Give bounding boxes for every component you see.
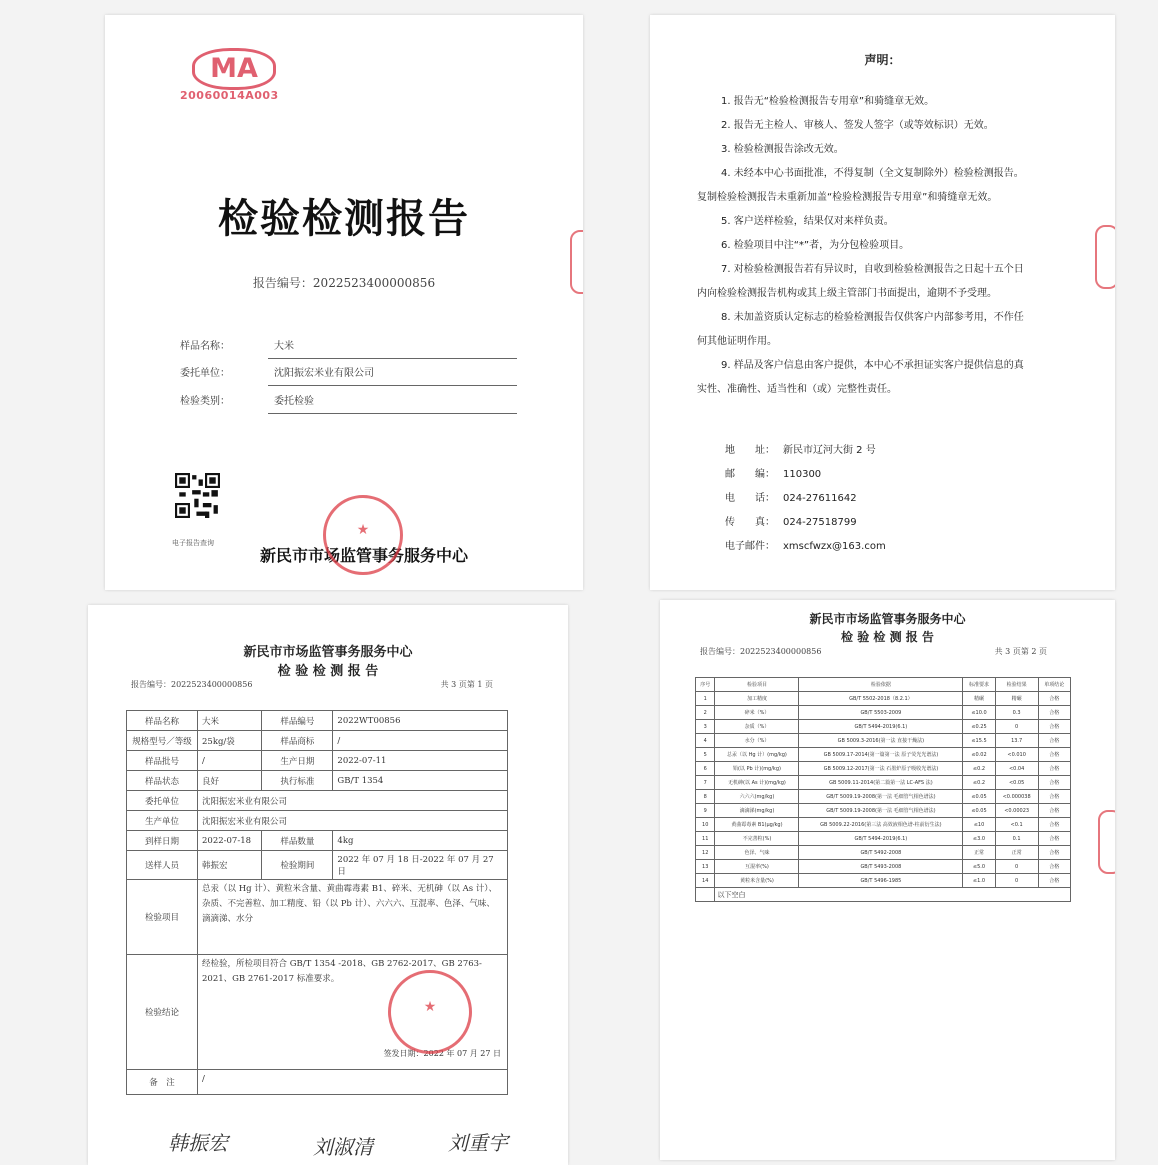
table-cell: GB 5009.11-2014(第二篇第一法 LC-AFS 法) (799, 776, 963, 790)
table-cell: <0.04 (995, 762, 1038, 776)
table-cell: GB/T 5009.19-2008(第一法 毛细管气相色谱法) (799, 790, 963, 804)
page-info: 共 3 页第 2 页 (994, 647, 1047, 656)
table-cell: 3 (696, 720, 715, 734)
table-cell: 无机砷(以 As 计)(mg/kg) (715, 776, 799, 790)
table-cell: ≤0.2 (963, 762, 995, 776)
page-title: 检 验 检 测 报 告 (277, 664, 379, 679)
table-cell: ≤15.5 (963, 734, 995, 748)
table-cell: 0 (995, 720, 1038, 734)
table-cell: 精碾 (995, 692, 1038, 706)
table-cell: 14 (696, 874, 715, 888)
table-cell: GB/T 5494-2019(6.1) (799, 832, 963, 846)
table-cell: 7 (696, 776, 715, 790)
statement-page (650, 15, 1115, 590)
statement-item: 8. 未加盖资质认定标志的检验检测报告仅供客户内部参考用，不作任 (721, 312, 1024, 323)
statement-item: 复制检验检测报告未重新加盖“检验检测报告专用章”和骑缝章无效。 (697, 192, 998, 203)
table-cell: GB 5009.3-2016(第一法 直接干燥法) (799, 734, 963, 748)
statement-item: 何其他证明作用。 (697, 336, 777, 347)
contact-label: 传 真： (725, 517, 775, 528)
table-cell: <0.05 (995, 776, 1038, 790)
results-table (695, 677, 1071, 902)
qr-caption: 电子报告查询 (172, 539, 214, 547)
table-row (696, 734, 1071, 748)
table-cell: ≤10 (963, 818, 995, 832)
table-cell: GB/T 5503-2009 (799, 706, 963, 720)
table-cell (696, 888, 715, 902)
table-cell: 合格 (1038, 776, 1070, 790)
table-cell: 不完善粒(%) (715, 832, 799, 846)
table-row (696, 706, 1071, 720)
table-cell: 检验期间 (262, 851, 333, 880)
table-cell: 样品批号 (127, 751, 198, 771)
contact-value: 新民市辽河大街 2 号 (783, 445, 876, 456)
table-cell: ≤3.0 (963, 832, 995, 846)
table-cell: GB/T 5009.19-2008(第一法 毛细管气相色谱法) (799, 804, 963, 818)
table-cell: 良好 (198, 771, 262, 791)
table-cell: GB 5009.17-2014(第一篇第一法 原子荧光光谱法) (799, 748, 963, 762)
seam-seal (1098, 810, 1115, 874)
column-header: 检验项目 (715, 678, 799, 692)
table-row (696, 888, 1071, 902)
table-cell: 4kg (333, 831, 508, 851)
page-report-number: 报告编号：2022523400000856 (131, 680, 253, 689)
table-row (696, 832, 1071, 846)
statement-item: 9. 样品及客户信息由客户提供，本中心不承担证实客户提供信息的真 (721, 360, 1024, 371)
table-cell: ≤0.02 (963, 748, 995, 762)
table-cell: 13 (696, 860, 715, 874)
statement-list (697, 90, 1072, 402)
table-cell: 备 注 (127, 1070, 198, 1095)
table-cell: 合格 (1038, 818, 1070, 832)
cover-page (105, 15, 583, 590)
contact-label: 地 址： (725, 445, 775, 456)
table-cell: 合格 (1038, 762, 1070, 776)
table-cell: 5 (696, 748, 715, 762)
statement-item: 1. 报告无“检验检测报告专用章”和骑缝章无效。 (721, 96, 935, 107)
signature-inspector: 韩振宏 (168, 1131, 228, 1155)
table-cell: 韩振宏 (198, 851, 262, 880)
table-cell: 合格 (1038, 804, 1070, 818)
table-cell: 互混率(%) (715, 860, 799, 874)
table-cell: 总汞（以 Hg 计）(mg/kg) (715, 748, 799, 762)
table-cell: 滴滴涕(mg/kg) (715, 804, 799, 818)
table-cell: GB/T 5496-1985 (799, 874, 963, 888)
table-cell: GB/T 5494-2019(6.1) (799, 720, 963, 734)
table-row (696, 776, 1071, 790)
table-cell: 2 (696, 706, 715, 720)
field-label: 委托单位： (180, 368, 230, 379)
statement-item: 3. 检验检测报告涂改无效。 (721, 144, 844, 155)
table-cell: 到样日期 (127, 831, 198, 851)
table-cell: ≤0.05 (963, 790, 995, 804)
table-row (696, 748, 1071, 762)
table-cell: ≤10.0 (963, 706, 995, 720)
table-cell: 8 (696, 790, 715, 804)
table-row (127, 751, 508, 771)
table-row (127, 851, 508, 880)
table-cell: 12 (696, 846, 715, 860)
table-cell: 25kg/袋 (198, 731, 262, 751)
table-cell: 2022-07-11 (333, 751, 508, 771)
statement-title: 声明： (864, 53, 901, 67)
contact-label: 邮 编： (725, 469, 775, 480)
table-cell: 合格 (1038, 748, 1070, 762)
page-org: 新民市市场监管事务服务中心 (243, 645, 413, 660)
table-cell: 生产日期 (262, 751, 333, 771)
table-row (127, 771, 508, 791)
column-header: 标准要求 (963, 678, 995, 692)
seam-seal (1095, 225, 1115, 289)
report-page-1 (88, 605, 568, 1165)
field-label: 检验类别： (180, 396, 230, 407)
table-cell: 加工精度 (715, 692, 799, 706)
table-cell: GB 5009.12-2017(第一法 石墨炉原子吸收光谱法) (799, 762, 963, 776)
table-cell: 样品数量 (262, 831, 333, 851)
official-seal (388, 970, 472, 1054)
statement-item: 4. 未经本中心书面批准，不得复制（全文复制除外）检验检测报告。 (721, 168, 1024, 179)
table-cell: <0.00023 (995, 804, 1038, 818)
statement-item: 2. 报告无主检人、审核人、签发人签字（或等效标识）无效。 (721, 120, 994, 131)
table-cell: 碎米（%） (715, 706, 799, 720)
table-cell: 沈阳振宏米业有限公司 (198, 791, 508, 811)
table-cell: / (198, 751, 262, 771)
table-cell: <0.000038 (995, 790, 1038, 804)
table-cell: GB/T 5502-2018（8.2.1） (799, 692, 963, 706)
signature-issuer: 刘重宇 (448, 1131, 508, 1155)
table-cell: 检验结论 (127, 955, 198, 1070)
contact-label: 电子邮件： (725, 541, 775, 552)
table-cell: 以下空白 (715, 888, 1071, 902)
report-title: 检验检测报告 (218, 196, 470, 242)
table-cell: GB/T 5493-2008 (799, 860, 963, 874)
table-cell: 0.1 (995, 832, 1038, 846)
table-cell: ≤0.05 (963, 804, 995, 818)
statement-item: 7. 对检验检测报告若有异议时，自收到检验检测报告之日起十五个日 (721, 264, 1024, 275)
table-row (696, 692, 1071, 706)
table-row (127, 731, 508, 751)
table-cell: 正常 (963, 846, 995, 860)
table-cell: 总汞（以 Hg 计）、黄粒米含量、黄曲霉毒素 B1、碎米、无机砷（以 As 计）、杂质、不完善粒、加工精度、铅（以 Pb 计）、六六六、互混率、色泽、气味、滴滴涕、水分 (198, 880, 508, 955)
table-cell: 六六六(mg/kg) (715, 790, 799, 804)
table-row (127, 791, 508, 811)
seal-star-icon: ★ (356, 522, 370, 538)
report-number-label: 报告编号： (252, 276, 313, 290)
table-cell: 规格型号／等级 (127, 731, 198, 751)
table-cell: 0 (995, 860, 1038, 874)
table-row (696, 860, 1071, 874)
table-cell: 合格 (1038, 846, 1070, 860)
field-label: 样品名称： (180, 341, 230, 352)
table-cell: 合格 (1038, 874, 1070, 888)
table-row (127, 831, 508, 851)
table-cell: 2022WT00856 (333, 711, 508, 731)
column-header: 检验依据 (799, 678, 963, 692)
sign-date: 签发日期：2022 年 07 月 27 日 (383, 1049, 501, 1058)
report-number-value: 2022523400000856 (312, 276, 436, 290)
table-cell: 9 (696, 804, 715, 818)
contact-value: 024-27518799 (783, 517, 857, 528)
contact-phone (725, 487, 886, 511)
table-row (696, 762, 1071, 776)
table-cell: 执行标准 (262, 771, 333, 791)
statement-item: 内向检验检测报告机构或其上级主管部门书面提出，逾期不予受理。 (697, 288, 997, 299)
table-row (696, 874, 1071, 888)
table-cell: ≤5.0 (963, 860, 995, 874)
field-value: 沈阳振宏米业有限公司 (268, 364, 517, 386)
table-row (696, 846, 1071, 860)
table-cell: <0.1 (995, 818, 1038, 832)
contact-value: 024-27611642 (783, 493, 857, 504)
table-cell: 合格 (1038, 720, 1070, 734)
statement-item: 6. 检验项目中注“*”者，为分包检验项目。 (721, 240, 910, 251)
table-cell: 委托单位 (127, 791, 198, 811)
table-cell: 13.7 (995, 734, 1038, 748)
contact-postcode (725, 463, 886, 487)
table-cell: 样品名称 (127, 711, 198, 731)
table-cell: ≤0.25 (963, 720, 995, 734)
table-cell: 0.3 (995, 706, 1038, 720)
table-cell: GB 5009.22-2016(第三法 高效液相色谱-柱前衍生法) (799, 818, 963, 832)
table-cell: 样品状态 (127, 771, 198, 791)
table-cell: 黄曲霉毒素 B1(μg/kg) (715, 818, 799, 832)
table-row (696, 818, 1071, 832)
table-cell: 合格 (1038, 832, 1070, 846)
table-cell: 杂质（%） (715, 720, 799, 734)
table-cell: 送样人员 (127, 851, 198, 880)
table-row (696, 720, 1071, 734)
column-header: 单项结论 (1038, 678, 1070, 692)
contact-label: 电 话： (725, 493, 775, 504)
table-cell: 生产单位 (127, 811, 198, 831)
signature-reviewer: 刘淑清 (313, 1135, 373, 1159)
statement-item: 实性、准确性、适当性和（或）完整性责任。 (697, 384, 897, 395)
page-info: 共 3 页第 1 页 (440, 680, 493, 689)
table-row (127, 880, 508, 955)
official-seal (323, 495, 403, 575)
table-cell: 大米 (198, 711, 262, 731)
table-cell: 沈阳振宏米业有限公司 (198, 811, 508, 831)
contact-fax (725, 511, 886, 535)
table-cell: 铅(以 Pb 计)(mg/kg) (715, 762, 799, 776)
table-cell: 精碾 (963, 692, 995, 706)
table-cell: GB/T 5492-2008 (799, 846, 963, 860)
table-row (696, 790, 1071, 804)
table-cell: 10 (696, 818, 715, 832)
ma-code: 20060014A003 (180, 89, 279, 102)
page-report-number: 报告编号：2022523400000856 (700, 647, 822, 656)
table-cell: 检验项目 (127, 880, 198, 955)
seam-seal (570, 230, 583, 294)
column-header: 序号 (696, 678, 715, 692)
table-cell: 色泽、气味 (715, 846, 799, 860)
table-cell: 正常 (995, 846, 1038, 860)
seal-star-icon: ★ (423, 999, 437, 1015)
table-cell: 2022-07-18 (198, 831, 262, 851)
contact-value: 110300 (783, 469, 822, 480)
qr-code[interactable] (175, 473, 220, 518)
issuer-name: 新民市市场监管事务服务中心 (260, 546, 469, 565)
table-cell: ≤1.0 (963, 874, 995, 888)
table-cell: 样品编号 (262, 711, 333, 731)
table-row (127, 811, 508, 831)
table-cell: 4 (696, 734, 715, 748)
table-cell: 0 (995, 874, 1038, 888)
table-cell: 样品商标 (262, 731, 333, 751)
table-row (127, 1070, 508, 1095)
page-title: 检 验 检 测 报 告 (841, 630, 934, 644)
table-cell: / (333, 731, 508, 751)
statement-item: 5. 客户送样检验，结果仅对来样负责。 (721, 216, 894, 227)
contact-block (725, 439, 886, 559)
table-cell: 水分（%） (715, 734, 799, 748)
table-row (127, 711, 508, 731)
table-row (696, 804, 1071, 818)
table-cell: <0.010 (995, 748, 1038, 762)
table-cell: 经检验，所检项目符合 GB/T 1354 -2018、GB 2762-2017、GB 2763-2021、GB 2761-2017 标准要求。 签发日期：2022 年 07 月 27 日 (198, 955, 508, 1070)
report-page-2 (660, 600, 1115, 1160)
report-number (105, 274, 583, 291)
table-cell: 合格 (1038, 734, 1070, 748)
table-cell: 1 (696, 692, 715, 706)
contact-address (725, 439, 886, 463)
field-value: 大米 (268, 337, 517, 359)
column-header: 检验结果 (995, 678, 1038, 692)
table-cell: / (198, 1070, 508, 1095)
ma-logo: MA (192, 48, 276, 90)
table-cell: 合格 (1038, 860, 1070, 874)
field-value: 委托检验 (268, 392, 517, 414)
contact-email (725, 535, 886, 559)
table-cell: 11 (696, 832, 715, 846)
page-org: 新民市市场监管事务服务中心 (809, 612, 966, 626)
table-cell: 黄粒米含量(%) (715, 874, 799, 888)
contact-value: xmscfwzx@163.com (783, 541, 886, 552)
table-cell: 合格 (1038, 692, 1070, 706)
table-cell: ≤0.2 (963, 776, 995, 790)
table-cell: 合格 (1038, 790, 1070, 804)
table-cell: 合格 (1038, 706, 1070, 720)
table-cell: 6 (696, 762, 715, 776)
table-cell: GB/T 1354 (333, 771, 508, 791)
table-cell: 2022 年 07 月 18 日-2022 年 07 月 27 日 (333, 851, 508, 880)
